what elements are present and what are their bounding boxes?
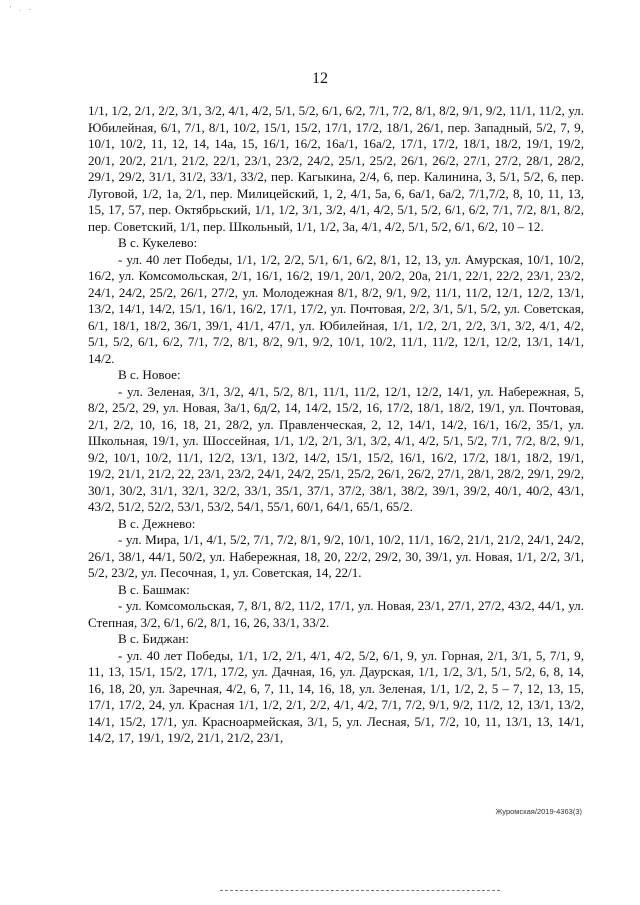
section-heading-bidzhan: В с. Биджан: [118,631,190,646]
bottom-divider [220,890,500,891]
address-list-kukelevo: - ул. 40 лет Победы, 1/1, 1/2, 2/2, 5/1, 6/1, 6/2, 8/1, 12, 13, ул. Амурская, 10/1, 10/2, 16/2, ул. Комсомольская, 2/1, 16/1, 16/2, 19/1, 20/1, 20/2, 20а, 21/1, 22/1, 22/2, 23/1, 23/2, 24/1, 24/2, 25/2, 26/1, 27/2, ул. Молодежная 8/1, 8/2, 9/1, 9/2, 11/1, 11/2, 12/1, 12/2, 13/1, 13/2, 14/1, 14/2, 15/1, 16/1, 16/2, 17/1, 17/2, ул. Почтовая, 2/2, 3/1, 5/1, 5/2, ул. Советская, 6/1, 18/1, 18/2, 36/1, 39/1, 41/1, 47/1, ул. Юбилейная, 1/1, 1/2, 2/1, 2/2, 3/1, 3/2, 4/1, 4/2, 5/1, 5/2, 6/1, 6/2, 7/1, 7/2, 8/1, 8/2, 9/1, 9/2, 10/1, 10/2, 11/1, 11/2, 12/1, 12/2, 13/1, 14/1, 14/2. [88,251,584,366]
address-list-dezhnevo: - ул. Мира, 1/1, 4/1, 5/2, 7/1, 7/2, 8/1, 9/2, 10/1, 10/2, 11/1, 16/2, 21/1, 21/2, 24/1, 24/2, 26/1, 38/1, 44/1, 50/2, ул. Набережная, 18, 20, 22/2, 29/2, 30, 39/1, ул. Новая, 1/1, 2/2, 3/1, 5/2, 23/2, ул. Песочная, 1, ул. Советская, 14, 22/1. [88,532,584,580]
document-code: Журомская/2019-4363(3) [495,807,582,816]
address-list-bidzhan: - ул. 40 лет Победы, 1/1, 1/2, 2/1, 4/1, 4/2, 5/2, 6/1, 9, ул. Горная, 2/1, 3/1, 5, 7/1, 9, 11, 13, 15/1, 15/2, 17/1, 17/2, ул. Дачная, 16, ул. Даурская, 1/1, 1/2, 3/1, 5/1, 5/2, 6, 8, 14, 16, 18, 20, ул. Заречная, 4/2, 6, 7, 11, 14, 16, 18, ул. Зеленая, 1/1, 1/2, 2, 5 – 7, 12, 13, 15, 17/1, 17/2, 24, ул. Красная 1/1, 1/2, 2/1, 2/2, 4/1, 4/2, 7/1, 7/2, 9/1, 9/2, 11/2, 12, 13/1, 13/2, 14/1, 15/2, 17/1, ул. Красноармейская, 3/1, 5, ул. Лесная, 5/1, 7/2, 10, 11, 13/1, 13, 14/1, 14/2, 17, 19/1, 19/2, 21/1, 21/2, 23/1, [88,647,584,745]
page-number: 12 [312,70,328,87]
address-list-novoe: - ул. Зеленая, 3/1, 3/2, 4/1, 5/2, 8/1, 11/1, 11/2, 12/1, 12/2, 14/1, ул. Набережная, 5, 8/2, 25/2, 29, ул. Новая, 3а/1, 6д/2, 14, 14/2, 15/2, 16, 17/2, 18/1, 18/2, 19/1, ул. Почтовая, 2/1, 2/2, 10, 16, 18, 21, 28/2, ул. Правленческая, 2, 12, 14/1, 14/2, 16/1, 16/2, 35/1, ул. Школьная, 19/1, ул. Шоссейная, 1/1, 1/2, 2/1, 3/1, 3/2, 4/1, 4/2, 5/1, 5/2, 7/1, 7/2, 8/2, 9/1, 9/2, 10/1, 10/2, 11/1, 12/2, 13/1, 13/2, 14/2, 15/1, 15/2, 16/1, 16/2, 17/2, 18/1, 18/2, 19/1, 19/2, 21/1, 21/2, 22, 23/1, 23/2, 24/1, 24/2, 25/1, 25/2, 26/1, 26/2, 27/1, 28/1, 28/2, 29/1, 29/2, 30/1, 30/2, 31/1, 32/1, 32/2, 33/1, 35/1, 37/1, 37/2, 38/1, 38/2, 39/1, 39/2, 40/1, 40/2, 43/1, 43/2, 51/2, 52/2, 53/1, 53/2, 54/1, 55/1, 60/1, 64/1, 65/1, 65/2. [88,383,584,514]
address-list-bashmak: - ул. Комсомольская, 7, 8/1, 8/2, 11/2, 17/1, ул. Новая, 23/1, 27/1, 27/2, 43/2, 44/1, ул. Степная, 3/2, 6/1, 6/2, 8/1, 16, 26, 33/1, 33/2. [88,598,584,630]
section-heading-dezhnevo: В с. Дежнево: [118,515,196,531]
section-heading-bashmak: В с. Башмак: [118,581,190,597]
section-heading-kukelevo: В с. Кукелево: [118,235,198,250]
section-heading-novoe: В с. Новое: [118,367,181,382]
paragraph-continuation: 1/1, 1/2, 2/1, 2/2, 3/1, 3/2, 4/1, 4/2, 5/1, 5/2, 6/1, 6/2, 7/1, 7/2, 8/1, 8/2, 9/1, 9/2, 11/1, 11/2, ул. Юбилейная, 6/1, 7/1, 8/1, 10/2, 15/1, 15/2, 17/1, 17/2, 18/1, 26/1, пер. Западный, 5/2, 7, 9, 10/1, 10/2, 11, 12, 14, 14а, 15, 16/1, 16/2, 16а/1, 16а/2, 17/1, 17/2, 18/1, 18/2, 19/1, 19/2, 20/1, 20/2, 21/1, 21/2, 22/1, 23/1, 23/2, 24/2, 25/1, 25/2, 26/1, 26/2, 27/1, 27/2, 28/1, 28/2, 29/1, 29/2, 31/1, 31/2, 33/1, 33/2, пер. Кагыкина, 2/4, 6, пер. Калинина, 3, 5/1, 5/2, 6, пер. Луговой, 1/2, 1а, 2/1, пер. Милицейский, 1, 2, 4/1, 5а, 6, 6а/1, 6а/2, 7/1,7/2, 8, 10, 11, 13, 15, 17, 57, пер. Октябрьский, 1/1, 1/2, 3/1, 3/2, 4/1, 4/2, 5/1, 5/2, 6/1, 6/2, 7/1, 7/2, 8/1, 8/2, пер. Советский, 1/1, пер. Школьный, 1/1, 1/2, 3а, 4/1, 4/2, 5/1, 5/2, 6/1, 6/2, 10 – 12. [88,103,584,234]
corner-mark: ' . - [10,5,34,13]
document-body [88,103,584,747]
